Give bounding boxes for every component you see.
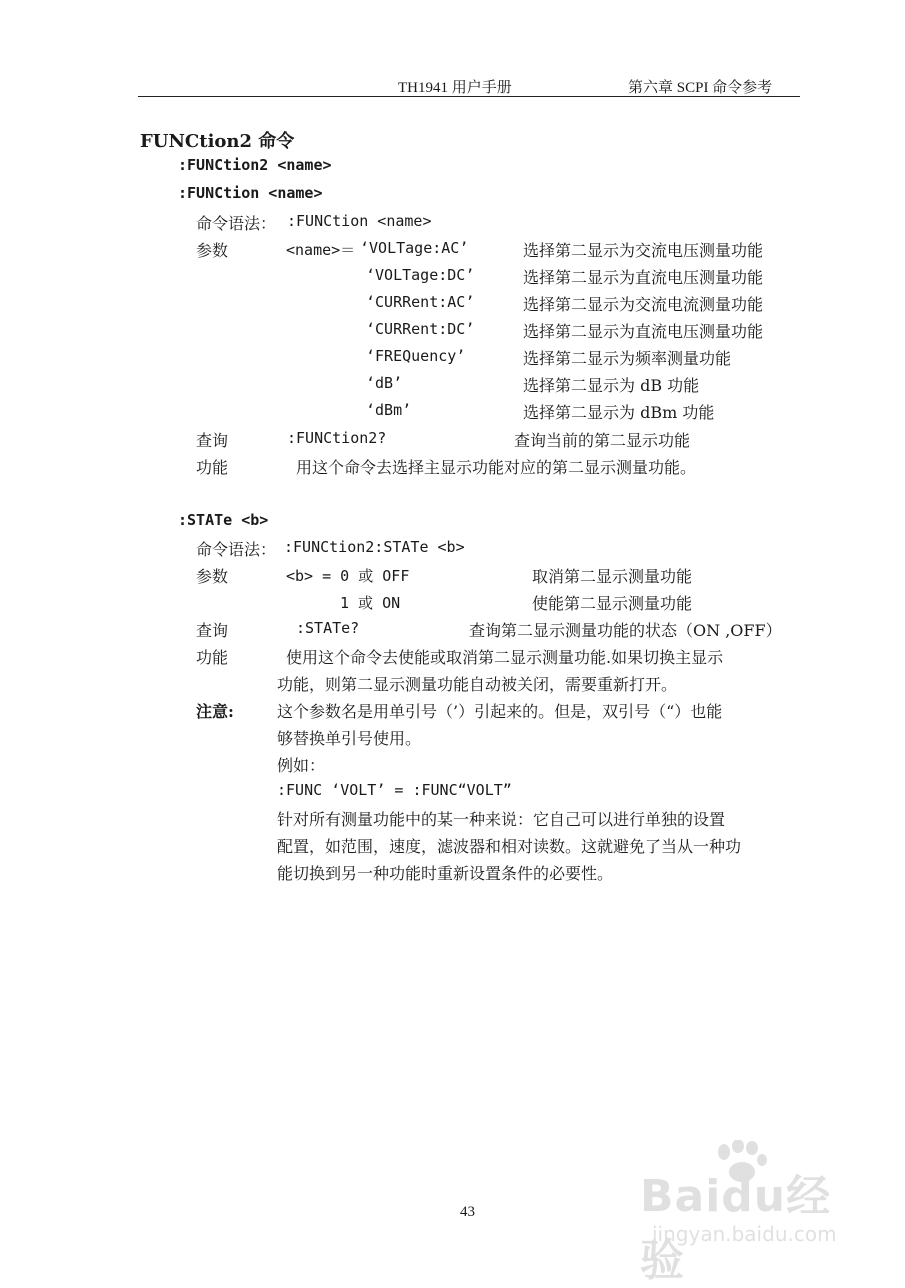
param-desc: 选择第二显示为直流电压测量功能 — [523, 322, 764, 341]
watermark-url: jingyan.baidu.com — [652, 1222, 837, 1246]
note-line: 这个参数名是用单引号（’）引起来的。但是，双引号（“）也能 — [277, 702, 723, 721]
param-value: ‘dB’ — [366, 374, 403, 392]
query-label: 查询 — [196, 431, 229, 450]
syntax-label: 命令语法： — [196, 540, 277, 559]
note-line: 能切换到另一种功能时重新设置条件的必要性。 — [277, 864, 614, 883]
page-number: 43 — [460, 1204, 475, 1220]
param-desc: 选择第二显示为 dB 功能 — [523, 376, 700, 395]
query-command: :FUNCtion2? — [287, 429, 387, 447]
param-value: ‘CURRent:DC’ — [366, 320, 475, 338]
function-label: 功能 — [196, 458, 229, 477]
param-desc: 选择第二显示为频率测量功能 — [523, 349, 732, 368]
header-divider — [138, 96, 800, 97]
param-label: 参数 — [196, 567, 229, 586]
param-value: <b> = 0 或 OFF — [286, 567, 410, 585]
baidu-watermark — [640, 1140, 870, 1286]
param-value: ‘VOLTage:AC’ — [360, 239, 469, 257]
query-description: 查询当前的第二显示功能 — [514, 431, 691, 450]
param-label: 参数 — [196, 241, 229, 260]
param-value: 1 或 ON — [340, 594, 401, 612]
note-label: 注意: — [196, 702, 234, 721]
command-heading-state: :STATe <b> — [178, 511, 269, 529]
param-value: ‘dBm’ — [366, 401, 412, 419]
note-line: 够替换单引号使用。 — [277, 729, 422, 748]
header-chapter-title: 第六章 SCPI 命令参考 — [628, 80, 773, 96]
watermark-brand: Baidu经验 — [640, 1171, 832, 1286]
section-title: FUNCtion2 命令 — [140, 131, 295, 152]
param-desc: 选择第二显示为交流电压测量功能 — [523, 241, 764, 260]
note-example-code: :FUNC ‘VOLT’ = :FUNC“VOLT” — [277, 781, 512, 799]
function-label: 功能 — [196, 648, 229, 667]
param-desc: 选择第二显示为交流电流测量功能 — [523, 295, 764, 314]
command-heading-function2: :FUNCtion2 <name> — [178, 156, 332, 174]
command-heading-function: :FUNCtion <name> — [178, 184, 323, 202]
param-desc: 使能第二显示测量功能 — [532, 594, 693, 613]
query-command: :STATe? — [296, 619, 360, 637]
param-value: ‘FREQuency’ — [366, 347, 466, 365]
param-value: ‘VOLTage:DC’ — [366, 266, 475, 284]
syntax-value: :FUNCtion <name> — [287, 212, 432, 230]
param-desc: 选择第二显示为 dBm 功能 — [523, 403, 715, 422]
param-desc: 取消第二显示测量功能 — [532, 567, 693, 586]
note-line: 针对所有测量功能中的某一种来说：它自己可以进行单独的设置 — [277, 810, 726, 829]
function-description-line: 使用这个命令去使能或取消第二显示测量功能.如果切换主显示 — [286, 648, 724, 667]
header-manual-title: TH1941 用户手册 — [398, 80, 512, 96]
function-description-line: 功能，则第二显示测量功能自动被关闭，需要重新打开。 — [277, 675, 678, 694]
syntax-value: :FUNCtion2:STATe <b> — [284, 538, 465, 556]
query-description: 查询第二显示测量功能的状态（ON ,OFF） — [469, 621, 782, 640]
note-line: 例如： — [277, 756, 326, 775]
param-value: ‘CURRent:AC’ — [366, 293, 475, 311]
param-desc: 选择第二显示为直流电压测量功能 — [523, 268, 764, 287]
param-prefix: <name>＝ — [286, 241, 356, 259]
query-label: 查询 — [196, 621, 229, 640]
function-description: 用这个命令去选择主显示功能对应的第二显示测量功能。 — [296, 458, 697, 477]
syntax-label: 命令语法： — [196, 214, 277, 233]
note-line: 配置，如范围，速度，滤波器和相对读数。这就避免了当从一种功 — [277, 837, 742, 856]
